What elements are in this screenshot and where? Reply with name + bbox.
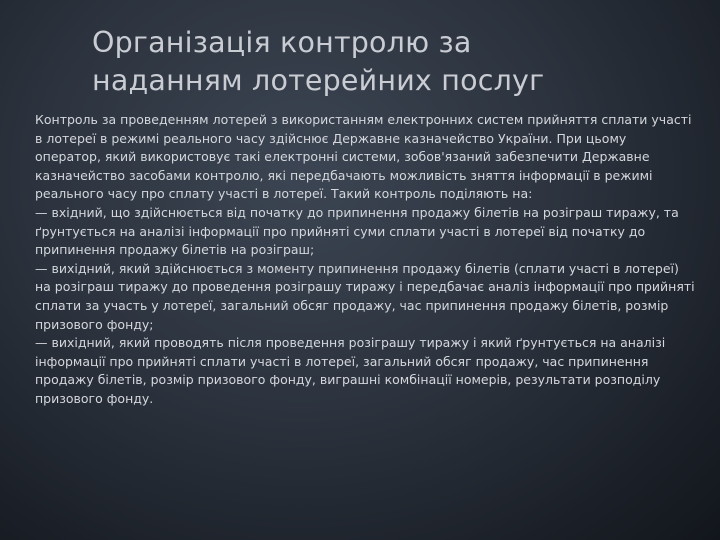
slide-title-line-1: Організація контролю за bbox=[92, 26, 472, 59]
body-paragraph-intro: Контроль за проведенням лотерей з використанням електронних систем прийняття сплати участі в лотереї в режимі реального часу здійснює Державне казначейство України. При цьому оператор, який використовує такі електронні системи, зобов'язаний забезпечити Державне казначейство засобами контролю, які передбачають можливість зняття інформації в режимі реального часу про сплату участі в лотереї. Такий контроль поділяють на: bbox=[35, 112, 692, 202]
slide-title bbox=[92, 24, 652, 100]
slide-title-line-2: наданням лотерейних послуг bbox=[92, 64, 545, 97]
body-paragraph-outgoing-control-before-draw: — вихідний, який здійснюється з моменту припинення продажу білетів (сплати участі в лотереї) на розіграш тиражу до проведення розіграшу тиражу і передбачає аналіз інформації про прийняті сплати за участь у лотереї, загальний обсяг продажу, час припинення продажу білетів, розмір призового фонду; bbox=[35, 260, 695, 332]
body-paragraph-incoming-control: — вхідний, що здійснюється від початку до припинення продажу білетів на розіграш тиражу, та ґрунтується на аналізі інформації про прийняті суми сплати участі в лотереї від початку до припинення продажу білетів на розіграш; bbox=[35, 204, 679, 258]
body-paragraph-outgoing-control-after-draw: — вихідний, який проводять після проведення розіграшу тиражу і який ґрунтується на аналізі інформації про прийняті сплати участі в лотереї, загальний обсяг продажу, час припинення продажу білетів, розмір призового фонду, виграшні комбінації номерів, результати розподілу призового фонду. bbox=[35, 335, 666, 406]
slide-body-text bbox=[35, 111, 695, 409]
